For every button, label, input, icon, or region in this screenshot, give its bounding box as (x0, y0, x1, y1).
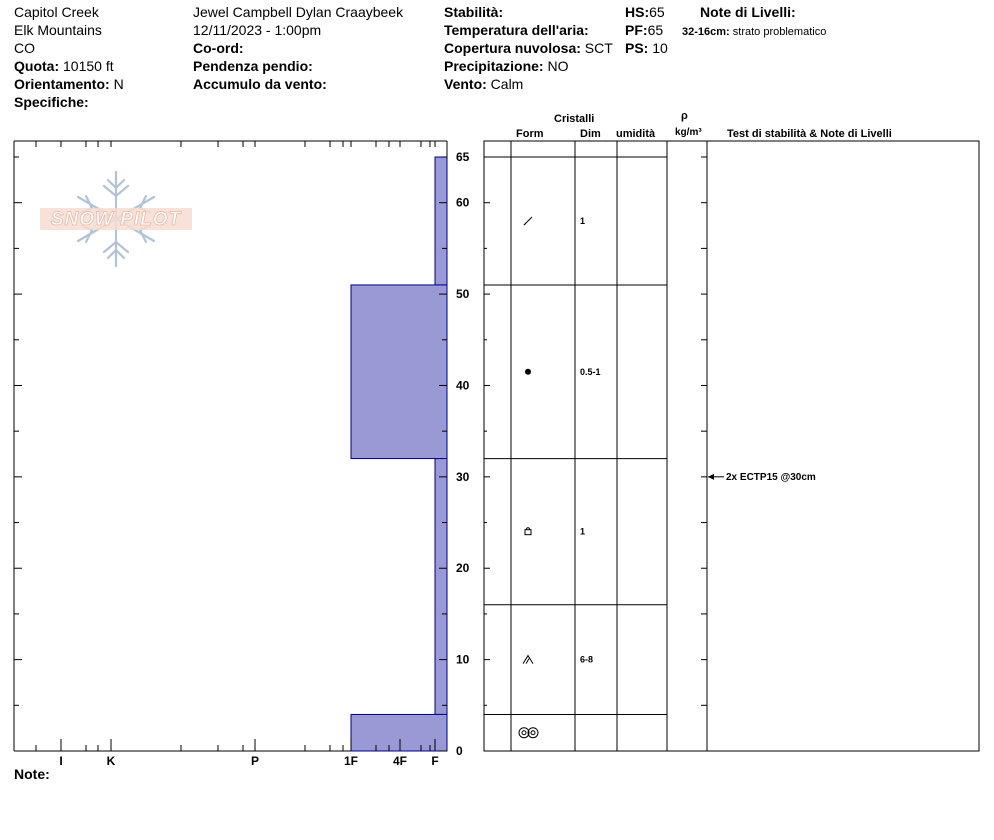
elevation-value: 10150 ft (63, 58, 114, 74)
tests-header: Test di stabilità & Note di Livelli (727, 128, 892, 140)
specifics-label: Specifiche: (14, 94, 89, 110)
wind-loading-label: Accumulo da vento: (193, 76, 327, 92)
hs-label: HS: (625, 4, 650, 20)
moisture-header: umidità (616, 128, 656, 140)
hardness-label-1F: 1F (343, 754, 359, 768)
pf-value: 65 (647, 22, 664, 38)
density-unit-header: kg/m³ (675, 127, 702, 138)
snowpilot-logo (40, 172, 192, 266)
layer-size-4: 6-8 (580, 654, 594, 665)
test-arrow-head-1 (708, 474, 714, 480)
hardness-bar-2 (351, 285, 447, 459)
hardness-bar-4 (351, 714, 447, 751)
notes-label: Note: (14, 766, 50, 782)
layer-notes-label: Note di Livelli: (700, 4, 796, 20)
hardness-label-K: K (106, 754, 116, 768)
layer-size-2: 0.5-1 (580, 366, 601, 377)
layer-size-1: 1 (580, 215, 586, 226)
depth-hoar-icon (523, 656, 533, 664)
coord-label: Co-ord: (193, 40, 244, 56)
hs-value: 65 (649, 4, 665, 20)
mountain-range: Elk Mountains (14, 22, 102, 38)
dim-header: Dim (580, 128, 601, 140)
air-temp-label: Temperatura dell'aria: (444, 22, 589, 38)
crystals-header: Cristalli (554, 113, 595, 125)
observers: Jewel Campbell Dylan Craaybeek (193, 4, 404, 20)
precip-value: NO (547, 58, 569, 74)
decomposing-fragments-icon (524, 217, 532, 225)
layer-size-3: 1 (580, 526, 586, 537)
aspect-label: Orientamento: (14, 76, 110, 92)
melt-freeze-icon (519, 728, 538, 738)
location: Capitol Creek (14, 4, 99, 20)
cloud-label: Copertura nuvolosa: (444, 40, 581, 56)
pf-label: PF: (625, 22, 648, 38)
depth-label-60: 60 (456, 195, 470, 210)
layer-note-text: strato problematico (732, 26, 827, 38)
hardness-bar-1 (435, 157, 447, 285)
state: CO (14, 40, 35, 56)
aspect-value: N (113, 76, 124, 92)
rho-header: ρ (681, 110, 688, 122)
depth-label-50: 50 (456, 287, 470, 302)
depth-label-20: 20 (456, 561, 470, 576)
wind-value: Calm (490, 76, 524, 92)
ps-value: 10 (652, 40, 668, 56)
stability-label: Stabilità: (444, 4, 504, 20)
hardness-label-F: F (431, 754, 439, 768)
elevation-label: Quota: (14, 58, 60, 74)
slope-label: Pendenza pendio: (193, 58, 313, 74)
depth-label-65: 65 (456, 150, 470, 164)
faceted-crystals-icon (525, 528, 531, 535)
depth-label-40: 40 (456, 378, 470, 393)
test-result-1: 2x ECTP15 @30cm (726, 471, 816, 483)
form-header: Form (516, 128, 544, 140)
hardness-bar-3 (435, 459, 447, 715)
layer-table (484, 141, 979, 751)
depth-label-30: 30 (456, 469, 470, 484)
depth-label-0: 0 (456, 744, 463, 758)
cloud-value: SCT (584, 40, 613, 56)
rounded-grains-icon (525, 369, 531, 375)
datetime: 12/11/2023 - 1:00pm (193, 22, 322, 38)
precip-label: Precipitazione: (444, 58, 544, 74)
layer-note-range: 32-16cm: (682, 26, 730, 38)
hardness-label-4F: 4F (392, 754, 408, 768)
wind-label: Vento: (444, 76, 487, 92)
depth-label-10: 10 (456, 652, 470, 667)
hardness-label-I: I (59, 754, 63, 768)
logo-text: SNOW PILOT (50, 209, 182, 230)
hardness-label-P: P (250, 754, 260, 768)
ps-label: PS: (625, 40, 649, 56)
table-border (484, 141, 979, 751)
